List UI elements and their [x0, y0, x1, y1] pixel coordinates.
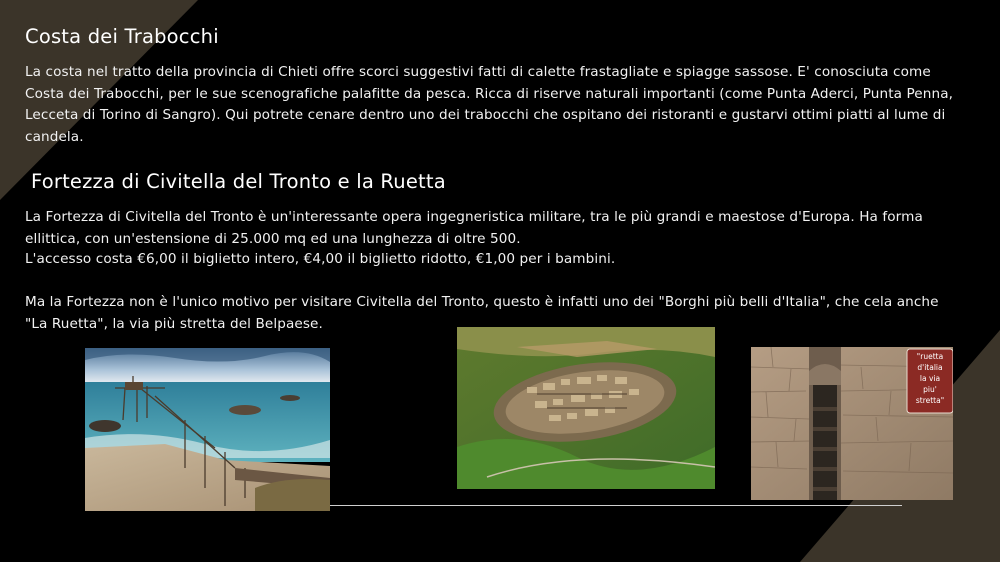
- section-title-fortezza: Fortezza di Civitella del Tronto e la Ruetta: [31, 170, 446, 193]
- civitella-fortress-photo: [457, 327, 715, 489]
- sign-line: piu': [923, 385, 937, 394]
- sign-line: d'italia: [917, 363, 943, 372]
- ruetta-street-photo: [751, 347, 953, 500]
- bottom-divider-line: [330, 505, 902, 506]
- trabocco-coast-photo: [85, 348, 330, 511]
- section-text-costa: La costa nel tratto della provincia di Chieti offre scorci suggestivi fatti di calette frastagliate e spiagge sassose. E' conosciuta come Costa dei Trabocchi, per le sue scenografiche palafitte da pesca. Ricca di riserve naturali importanti (come Punta Aderci, Punta Penna, Lecceta di Torino di Sangro). Qui potrete cenare dentro uno dei trabocchi che ospitano dei ristoranti e gustarvi ottimi piatti al lume di candela.: [25, 64, 954, 145]
- section-text-fortezza: La Fortezza di Civitella del Tronto è un'interessante opera ingegneristica militare, tra le più grandi e maestose d'Europa. Ha forma ellittica, con un'estensione di 25.000 mq ed una lunghezza di oltre 500.: [25, 209, 923, 247]
- sign-line: la via: [919, 374, 941, 383]
- section-title-costa: Costa dei Trabocchi: [25, 25, 219, 48]
- sign-line: "ruetta: [916, 352, 944, 361]
- ticket-prices-text: L'accesso costa €6,00 il biglietto intero, €4,00 il biglietto ridotto, €1,00 per i bambini.: [25, 251, 616, 267]
- sign-line: stretta": [915, 396, 945, 405]
- section-text-ruetta: Ma la Fortezza non è l'unico motivo per visitare Civitella del Tronto, questo è infatti uno dei "Borghi più belli d'Italia", che cela anche "La Ruetta", la via più stretta del Belpaese.: [25, 294, 939, 332]
